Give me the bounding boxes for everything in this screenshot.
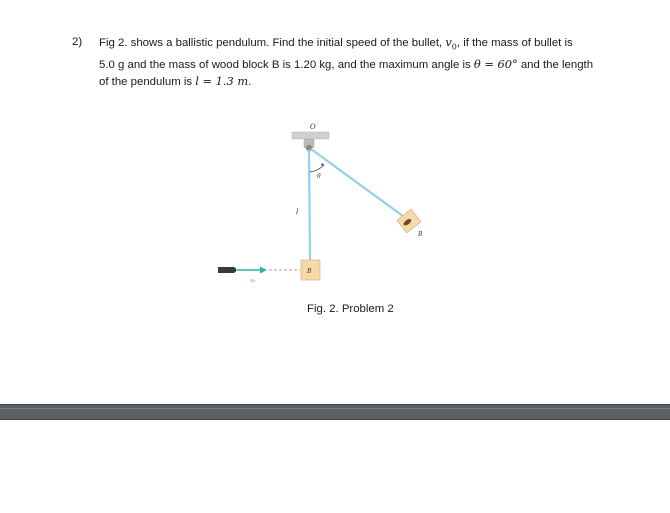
problem-text-2a: 5.0 g and the mass of wood block B is 1.20 kg, and the maximum angle is <box>99 58 474 71</box>
velocity-arrowhead <box>260 267 267 274</box>
problem-text <box>99 34 652 91</box>
ceiling-support <box>292 132 329 139</box>
problem-text-1b: , if the mass of bullet is <box>456 37 573 49</box>
ballistic-pendulum-figure <box>210 110 440 300</box>
angle-arc <box>310 165 324 172</box>
length-label: l <box>296 208 299 216</box>
swung-block <box>397 209 421 233</box>
figure-caption: Fig. 2. Problem 2 <box>307 303 394 315</box>
page-divider-bar <box>0 404 670 420</box>
swung-string <box>311 149 407 219</box>
length-equation: l = 1.3 m <box>195 74 249 89</box>
var-v-sub: 0 <box>451 42 457 52</box>
problem-text-3b: . <box>248 76 252 89</box>
problem-text-2b: and the length <box>517 58 594 71</box>
page-divider-highlight <box>0 408 670 409</box>
problem-text-3a: of the pendulum is <box>99 76 196 89</box>
theta-equation: θ = 60° <box>473 56 518 71</box>
hanging-string <box>309 150 310 260</box>
var-v: v <box>445 35 452 49</box>
velocity-label: v₀ <box>250 278 256 284</box>
bullet <box>218 267 237 273</box>
problem-number: 2) <box>72 36 83 48</box>
swung-block-label: B <box>418 231 423 238</box>
problem-text-1a: Fig 2. shows a ballistic pendulum. Find the initial speed of the bullet, <box>99 37 446 49</box>
hanging-block-label: B <box>307 268 312 275</box>
pivot-label: O <box>310 123 316 131</box>
theta-label: θ <box>317 173 321 180</box>
